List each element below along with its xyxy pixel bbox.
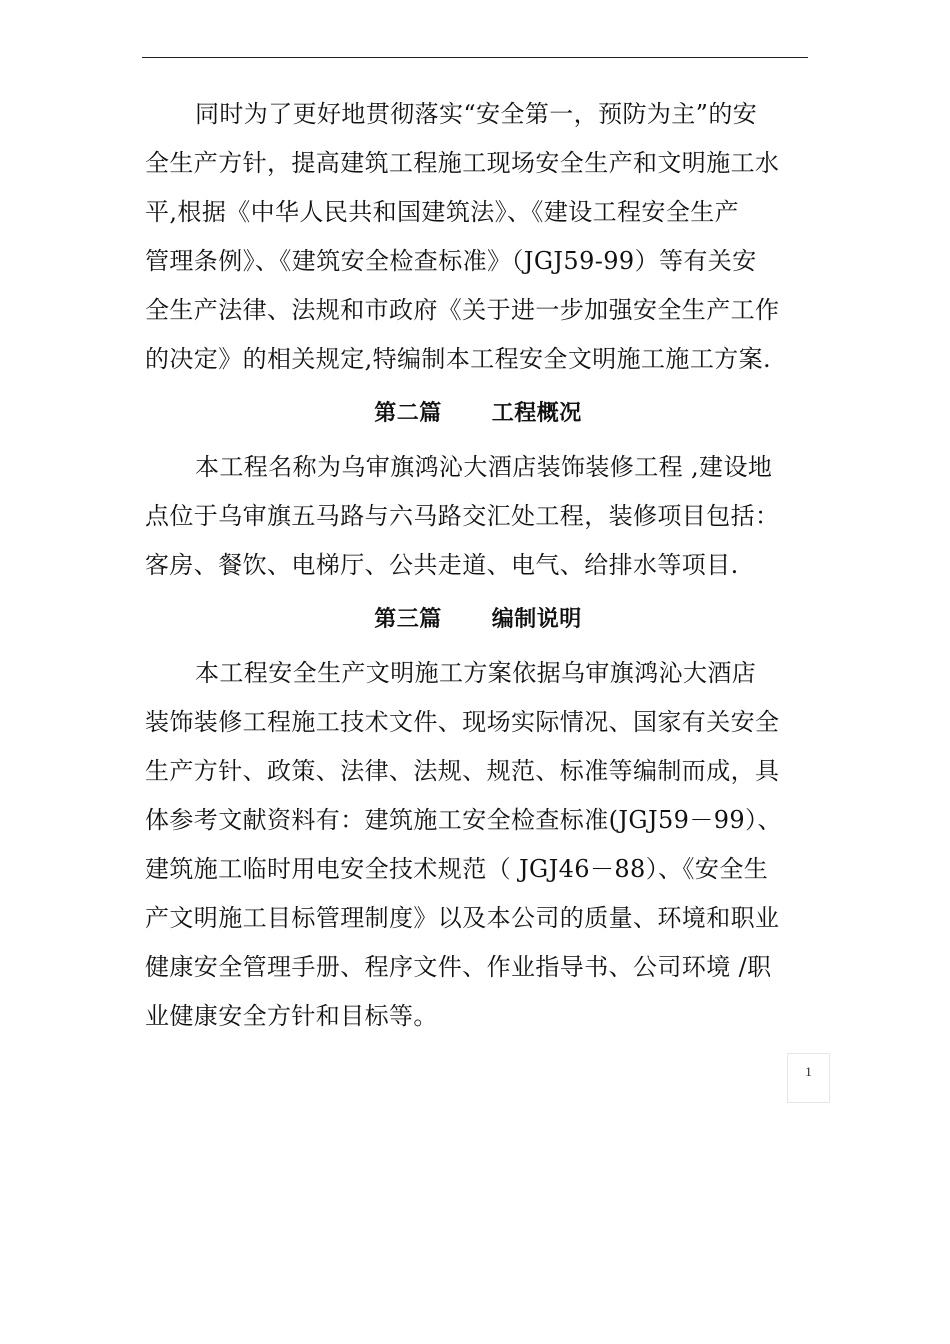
text-line: 本工程名称为乌审旗鸿沁大酒店装饰装修工程 ,建设地 xyxy=(195,453,773,481)
paragraph-notes xyxy=(145,649,811,1041)
text-line: 全生产法律、法规和市政府《关于进一步加强安全生产工作 xyxy=(145,296,780,324)
section-heading-overview xyxy=(145,384,811,443)
text-line: 健康安全管理手册、程序文件、作业指导书、公司环境 /职 xyxy=(145,953,772,981)
text-line: 业健康安全方针和目标等。 xyxy=(145,1002,438,1030)
section-title: 编制说明 xyxy=(491,607,582,632)
text-line: 全生产方针，提高建筑工程施工现场安全生产和文明施工水 xyxy=(145,149,780,177)
paragraph-intro xyxy=(145,90,811,384)
text-line: 产文明施工目标管理制度》以及本公司的质量、环境和职业 xyxy=(145,904,780,932)
text-line: 的决定》的相关规定,特编制本工程安全文明施工施工方案. xyxy=(145,345,772,373)
text-line: 体参考文献资料有：建筑施工安全检查标准(JGJ59－99）、 xyxy=(145,806,782,834)
text-line: 平,根据《中华人民共和国建筑法》、《建设工程安全生产 xyxy=(145,198,740,226)
text-line: 客房、餐饮、电梯厅、公共走道、电气、给排水等项目. xyxy=(145,551,739,579)
document-body xyxy=(145,90,811,1041)
section-heading-notes xyxy=(145,590,811,649)
page-number-box xyxy=(787,1053,830,1103)
section-title: 工程概况 xyxy=(491,401,582,426)
text-line: 管理条例》、《建筑安全检查标准》（JGJ59-99）等有关安 xyxy=(145,247,757,275)
text-line: 生产方针、政策、法律、法规、规范、标准等编制而成，具 xyxy=(145,757,780,785)
text-line: 点位于乌审旗五马路与六马路交汇处工程，装修项目包括： xyxy=(145,502,780,530)
text-line: 建筑施工临时用电安全技术规范（ JGJ46－88）、《安全生 xyxy=(145,855,769,883)
text-line: 同时为了更好地贯彻落实“安全第一，预防为主”的安 xyxy=(195,100,758,128)
page-number: 1 xyxy=(805,1064,812,1079)
text-line: 装饰装修工程施工技术文件、现场实际情况、国家有关安全 xyxy=(145,708,780,736)
section-number: 第二篇 xyxy=(374,401,442,426)
text-line: 本工程安全生产文明施工方案依据乌审旗鸿沁大酒店 xyxy=(195,659,757,687)
paragraph-overview xyxy=(145,443,811,590)
section-number: 第三篇 xyxy=(374,607,442,632)
header-rule xyxy=(142,57,808,58)
